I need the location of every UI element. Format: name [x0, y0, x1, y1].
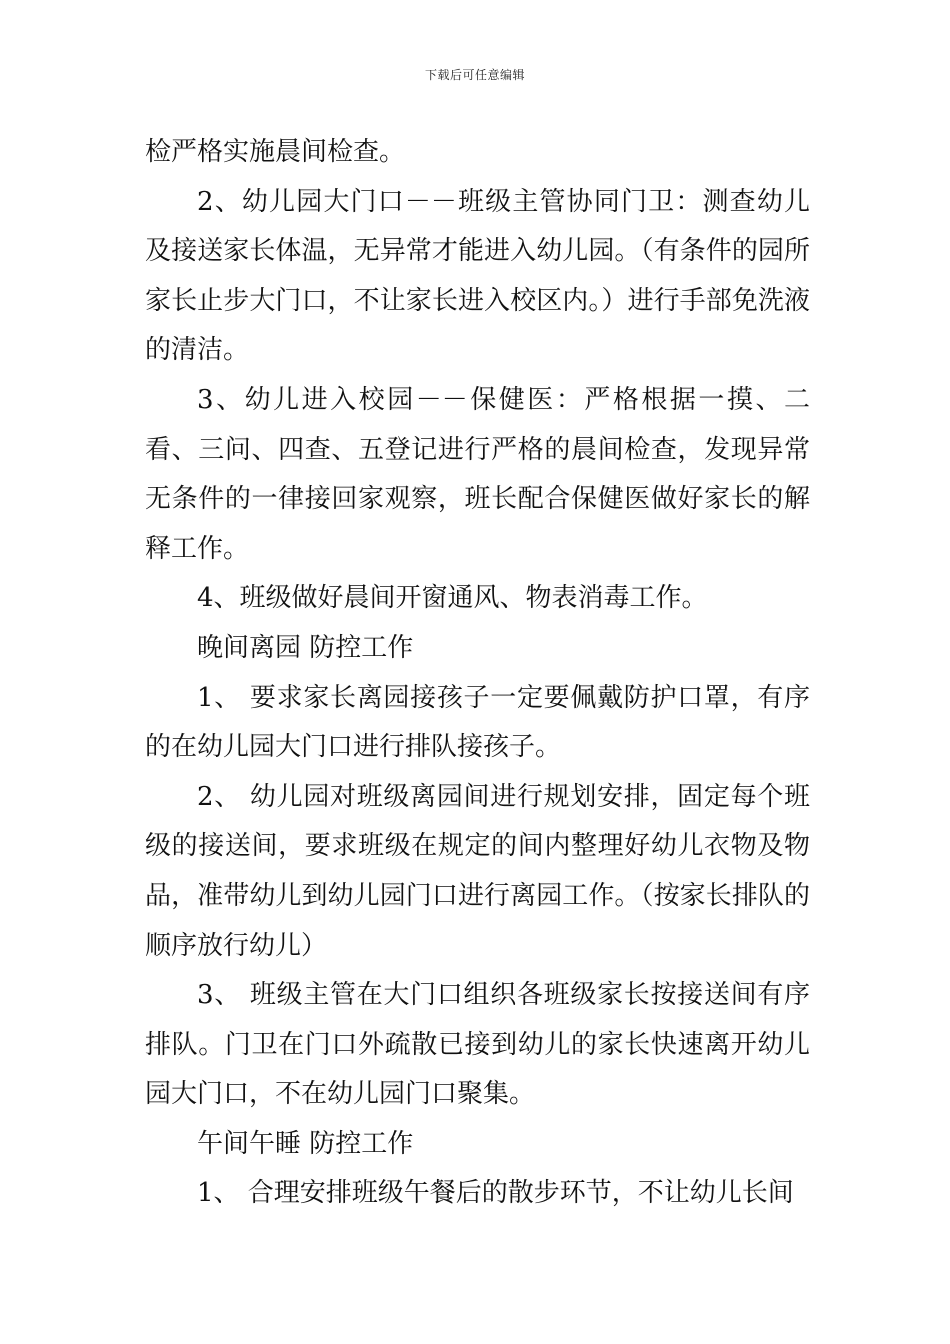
section-heading-evening: 晚间离园 防控工作 — [197, 632, 414, 663]
paragraph-10: 1、 合理安排班级午餐后的散步环节，不让幼儿长间 — [197, 1178, 794, 1209]
paragraph-4: 4、班级做好晨间开窗通风、物表消毒工作。 — [197, 583, 708, 614]
paragraph-1: 检严格实施晨间检查。 — [145, 137, 406, 167]
paragraph-6: 1、 要求家长离园接孩子一定要佩戴防护口罩，有序的在幼儿园大门口进行排队接孩子。 — [145, 682, 810, 763]
paragraph-2: 2、幼儿园大门口－－班级主管协同门卫：测查幼儿及接送家长体温，无异常才能进入幼儿园。（有条件的园所家长止步大门口，不让家长进入校区内。）进行手部免洗液的清洁。 — [145, 186, 810, 366]
section-heading-noon: 午间午睡 防控工作 — [197, 1128, 414, 1159]
paragraph-8: 3、 班级主管在大门口组织各班级家长按接送间有序排队。门卫在门口外疏散已接到幼儿的家长快速离开幼儿园大门口，不在幼儿园门口聚集。 — [145, 980, 810, 1110]
paragraph-7: 2、 幼儿园对班级离园间进行规划安排，固定每个班级的接送间，要求班级在规定的间内整理好幼儿衣物及物品，准带幼儿到幼儿园门口进行离园工作。（按家长排队的顺序放行幼儿） — [145, 781, 810, 961]
paragraph-3: 3、幼儿进入校园－－保健医：严格根据一摸、二看、三问、四查、五登记进行严格的晨间检查，发现异常无条件的一律接回家观察，班长配合保健医做好家长的解释工作。 — [145, 384, 810, 564]
document-body — [145, 128, 810, 1219]
header-note: 下载后可任意编辑 — [424, 68, 525, 82]
